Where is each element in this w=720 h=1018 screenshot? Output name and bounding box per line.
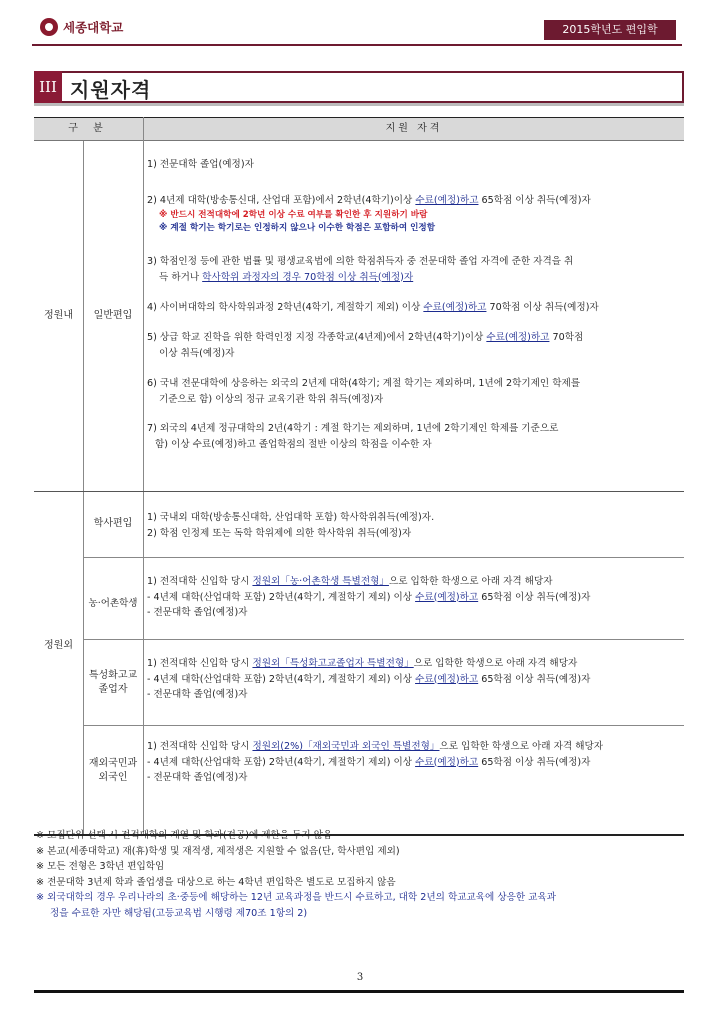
list-item: 1) 전문대학 졸업(예정)자 bbox=[147, 159, 254, 170]
page-number: 3 bbox=[356, 972, 364, 983]
label-out-quota: 정원외 bbox=[44, 640, 73, 651]
label-line: 재외국민과 bbox=[88, 758, 138, 769]
row-divider bbox=[83, 725, 684, 726]
rural-student-content: 1) 전적대학 신입학 당시 정원외「농·어촌학생 특별전형」으로 입학한 학생으로 아래 자격 해당자 - 4년제 대학(산업대학 포함) 2학년(4학기, 계절학기 제외) 이상 수료(예정)하고 65학점 이상 취득(예정)자 - 전문대학 졸업(예정)자 bbox=[147, 576, 591, 618]
note-highlight: ※ 외국대학의 경우 우리나라의 초·중등에 해당하는 12년 교육과정을 반드시 수료하고, 대학 2년의 학교교육에 상응한 교육과 bbox=[36, 892, 556, 903]
emblem-icon bbox=[40, 18, 58, 36]
note: ※ 모집단위 선택 시 전적대학의 계열 및 학과(전공)에 제한을 두지 않음 bbox=[36, 830, 333, 841]
list-item: 4) 사이버대학의 학사학위과정 2학년(4학기, 계절학기 제외) 이상 수료(예정)하고 70학점 이상 취득(예정)자 bbox=[147, 302, 599, 313]
footer-rule bbox=[34, 990, 684, 993]
table-header-row bbox=[34, 117, 684, 141]
header-category: 구 분 bbox=[68, 123, 109, 134]
note: ※ 모든 전형은 3학년 편입학임 bbox=[36, 861, 165, 872]
section-title-bar bbox=[34, 71, 684, 103]
divider bbox=[143, 117, 144, 141]
list-item: 5) 상급 학교 진학을 위한 학력인정 지정 각종학교(4년제)에서 2학년(4학기)이상 수료(예정)하고 70학점 이상 취득(예정)자 bbox=[147, 332, 584, 359]
qualification-table bbox=[34, 117, 684, 835]
specialized-high-content: 1) 전적대학 신입학 당시 정원외「특성화고교졸업자 특별전형」으로 입학한 학생으로 아래 자격 해당자 - 4년제 대학(산업대학 포함) 2학년(4학기, 계절학기 제외) 이상 수료(예정)하고 65학점 이상 취득(예정)자 - 전문대학 졸업(예정)자 bbox=[147, 658, 591, 700]
label-line: 외국인 bbox=[98, 772, 128, 783]
section-title: 지원자격 bbox=[70, 78, 152, 102]
header-rule bbox=[32, 44, 682, 46]
list-item: 6) 국내 전문대학에 상응하는 외국의 2년제 대학(4학기; 계절 학기는 제외하며, 1년에 2학기제인 학제를 기준으로 함) 이상의 정규 교육기관 학위 취득(예정)자 bbox=[147, 378, 581, 405]
section-number: III bbox=[34, 71, 62, 103]
label-rural-student: 농·어촌학생 bbox=[88, 598, 138, 609]
footnotes bbox=[36, 828, 686, 921]
label-specialized-high bbox=[83, 669, 143, 697]
note-highlight: 정을 수료한 자만 해당됨(고등교육법 시행령 제70조 1항의 2) bbox=[50, 907, 308, 919]
row-divider bbox=[83, 557, 684, 558]
label-line: 졸업자 bbox=[98, 684, 128, 695]
warning-note: ※ 반드시 전적대학에 2학년 이상 수료 여부를 확인한 후 지원하기 바람 bbox=[159, 209, 428, 220]
label-overseas bbox=[83, 757, 143, 785]
bachelor-transfer-content: 1) 국내외 대학(방송통신대학, 산업대학 포함) 학사학위취득(예정)자. 2) 학점 인정제 또는 독학 학위제에 의한 학사학위 취득(예정)자 bbox=[147, 512, 435, 539]
label-bachelor-transfer: 학사편입 bbox=[93, 518, 133, 529]
header-badge: 2015학년도 편입학 bbox=[544, 20, 676, 40]
label-general-transfer: 일반편입 bbox=[93, 310, 133, 321]
row-divider bbox=[34, 491, 684, 492]
label-line: 특성화고교 bbox=[88, 670, 138, 681]
info-note: ※ 계절 학기는 학기로는 인정하지 않으나 이수한 학점은 포함하여 인정함 bbox=[159, 222, 436, 233]
header-qualification: 지원 자격 bbox=[385, 123, 443, 134]
row-divider bbox=[83, 639, 684, 640]
list-item: 7) 외국의 4년제 정규대학의 2년(4학기 : 계절 학기는 제외하며, 1년에 2학기제인 학제를 기준으로 함) 이상 수료(예정)하고 졸업학점의 절반 이상의 학점을 이수한 자 bbox=[147, 423, 559, 450]
note: ※ 본교(세종대학교) 재(휴)학생 및 재적생, 제적생은 지원할 수 없음(단, 학사편입 제외) bbox=[36, 845, 400, 857]
divider bbox=[143, 141, 144, 835]
logo-text: 세종대학교 bbox=[63, 20, 124, 35]
overseas-content: 1) 전적대학 신입학 당시 정원외(2%)「재외국민과 외국인 특별전형」으로 입학한 학생으로 아래 자격 해당자 - 4년제 대학(산업대학 포함) 2학년(4학기, 계절학기 제외) 이상 수료(예정)하고 65학점 이상 취득(예정)자 - 전문대학 졸업(예정)자 bbox=[147, 741, 603, 783]
university-logo bbox=[40, 18, 123, 36]
label-in-quota: 정원내 bbox=[44, 310, 73, 321]
note: ※ 전문대학 3년제 학과 졸업생을 대상으로 하는 4학년 편입학은 별도로 모집하지 않음 bbox=[36, 876, 396, 888]
page-header bbox=[32, 14, 682, 44]
list-item: 3) 학점인정 등에 관한 법률 및 평생교육법에 의한 학점취득자 중 전문대학 졸업 자격에 준한 자격을 취 득 하거나 학사학위 과정자의 경우 70학점 이상 취득(예정)자 bbox=[147, 256, 574, 283]
section-shadow bbox=[34, 103, 684, 106]
list-item: 2) 4년제 대학(방송통신대, 산업대 포함)에서 2학년(4학기)이상 수료(예정)하고 65학점 이상 취득(예정)자 ※ 반드시 전적대학에 2학년 이상 수료 여부를 확인한 후 지원하기 바람 ※ 계절 학기는 학기로는 인정하지 않으나 이수한 학점은 포함하여 인정함 bbox=[147, 195, 591, 233]
